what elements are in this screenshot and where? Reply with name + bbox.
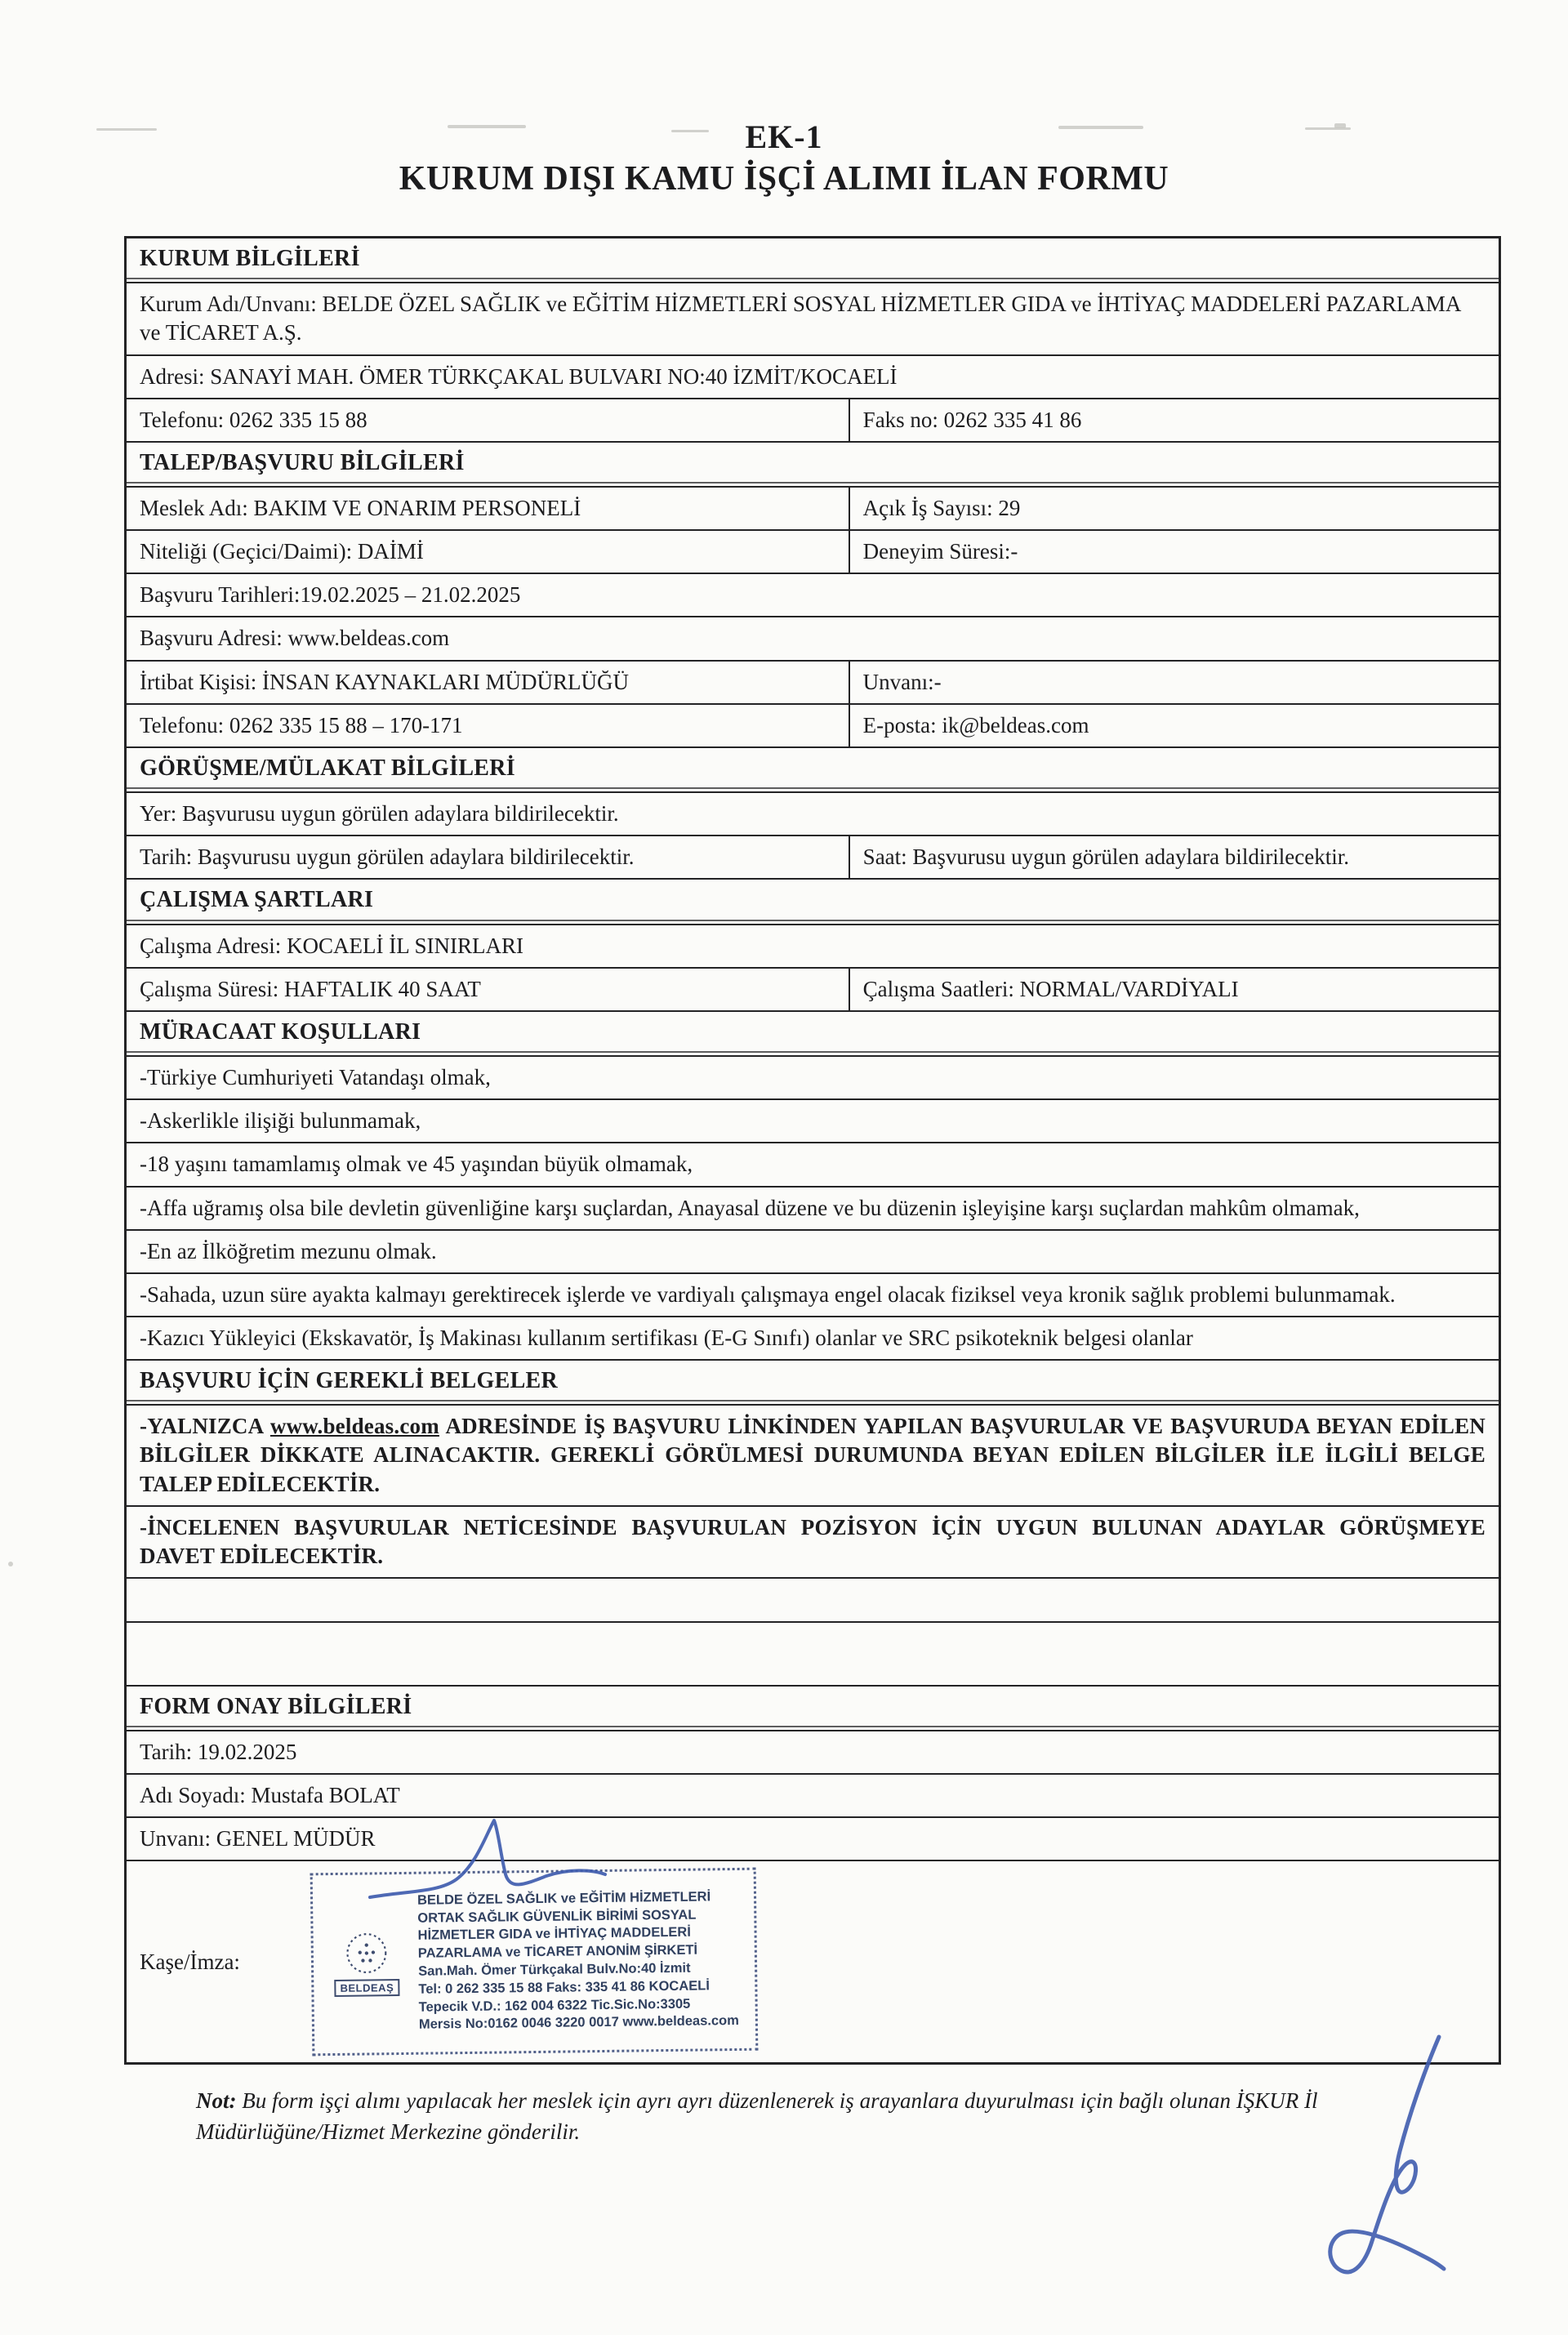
- row-kurum-adi: [127, 282, 1499, 354]
- row-muracaat-item-7: [127, 1316, 1499, 1359]
- row-telefon-faks: [127, 398, 1499, 441]
- footer-note: [196, 2086, 1362, 2148]
- stamp-line: Tepecik V.D.: 162 004 6322 Tic.Sic.No:3305: [418, 1996, 691, 2015]
- footer-note-label: Not:: [196, 2088, 237, 2114]
- field-unvani: Unvanı:-: [849, 662, 1499, 703]
- field-belge-2: -İNCELENEN BAŞVURULAR NETİCESİNDE BAŞVURULAN POZİSYON İÇİN UYGUN BULUNAN ADAYLAR GÖRÜŞMEYE DAVET EDİLECEKTİR.: [140, 1514, 1486, 1568]
- muracaat-item: -Türkiye Cumhuriyeti Vatandaşı olmak,: [140, 1065, 491, 1090]
- row-basvuru-adresi: [127, 616, 1499, 659]
- stamp-line: ORTAK SAĞLIK GÜVENLİK BİRİMİ SOSYAL: [417, 1907, 697, 1926]
- section-header-calisma-sartlari: [127, 878, 1499, 923]
- field-onay-unvani: Unvanı: GENEL MÜDÜR: [140, 1826, 376, 1852]
- section-title-gerekli-belgeler: BAŞVURU İÇİN GEREKLİ BELGELER: [140, 1367, 559, 1393]
- section-header-gorusme-mulakat: [127, 746, 1499, 791]
- row-muracaat-item-3: [127, 1142, 1499, 1185]
- section-title-gorusme-mulakat: GÖRÜŞME/MÜLAKAT BİLGİLERİ: [140, 755, 515, 781]
- stamp-line: PAZARLAMA ve TİCARET ANONİM ŞİRKETİ: [417, 1943, 698, 1962]
- section-header-form-onay: [127, 1685, 1499, 1730]
- row-adresi: [127, 354, 1499, 398]
- form-tag: EK-1: [745, 118, 823, 155]
- row-irtibat-kisisi: [127, 660, 1499, 703]
- field-yer: Yer: Başvurusu uygun görülen adaylara bildirilecektir.: [140, 801, 619, 827]
- section-title-talep-basvuru: TALEP/BAŞVURU BİLGİLERİ: [140, 449, 465, 475]
- row-muracaat-item-4: [127, 1186, 1499, 1229]
- section-header-talep-basvuru: [127, 441, 1499, 486]
- stamp-emblem-icon: [345, 1932, 390, 1976]
- row-empty-2: [127, 1621, 1499, 1685]
- section-title-form-onay: FORM ONAY BİLGİLERİ: [140, 1693, 412, 1719]
- stamp-text-block: [417, 1888, 747, 2034]
- row-calisma-suresi-saatleri: [127, 967, 1499, 1010]
- row-niteligi: [127, 529, 1499, 573]
- field-eposta: E-posta: ik@beldeas.com: [849, 705, 1499, 746]
- footer-note-text: Bu form işçi alımı yapılacak her meslek için ayrı ayrı düzenlenerek iş arayanlara duyurulması için bağlı olunan İŞKUR İl Müdürlüğüne/Hizmet Merkezine gönderilir.: [196, 2088, 1318, 2145]
- stamp-line: HİZMETLER GIDA ve İHTİYAÇ MADDELERİ: [417, 1925, 691, 1944]
- field-kurum-adi: Kurum Adı/Unvanı: BELDE ÖZEL SAĞLIK ve EĞİTİM HİZMETLERİ SOSYAL HİZMETLER GIDA ve İHTİYAÇ MADDELERİ PAZARLAMA ve TİCARET A.Ş.: [140, 292, 1460, 345]
- kase-imza-label: Kaşe/İmza:: [140, 1949, 240, 1974]
- row-telefonu-eposta: [127, 703, 1499, 746]
- field-belge-1: [127, 1406, 1499, 1504]
- row-muracaat-item-5: [127, 1229, 1499, 1272]
- section-header-gerekli-belgeler: [127, 1359, 1499, 1404]
- belge-1-suffix: ADRESİNDE İŞ BAŞVURU LİNKİNDEN YAPILAN BAŞVURULAR VE BAŞVURUDA BEYAN EDİLEN BİLGİLER DİKKATE ALINACAKTIR. GEREKLİ GÖRÜLMESİ DURUMUNDA BEYAN EDİLEN BİLGİLER İLE İLGİLİ BELGE TALEP EDİLECEKTİR.: [140, 1414, 1486, 1496]
- muracaat-item: -En az İlköğretim mezunu olmak.: [140, 1238, 437, 1263]
- row-belge-2: [127, 1505, 1499, 1577]
- section-title-kurum-bilgileri: KURUM BİLGİLERİ: [140, 246, 360, 271]
- muracaat-item: -Kazıcı Yükleyici (Ekskavatör, İş Makinası kullanım sertifikası (E-G Sınıfı) olanlar ve SRC psikoteknik belgesi olanlar: [140, 1325, 1193, 1350]
- row-yer: [127, 791, 1499, 835]
- field-telefonu: Telefonu: 0262 335 15 88: [140, 407, 368, 432]
- belge-1-prefix: -YALNIZCA: [140, 1414, 270, 1439]
- company-stamp: [310, 1868, 759, 2056]
- field-calisma-adresi: Çalışma Adresi: KOCAELİ İL SINIRLARI: [140, 933, 523, 958]
- muracaat-item: -Askerlikle ilişiği bulunmamak,: [140, 1108, 421, 1134]
- field-basvuru-tarihleri: Başvuru Tarihleri:19.02.2025 – 21.02.2025: [140, 582, 521, 608]
- field-deneyim-suresi: Deneyim Süresi:-: [849, 531, 1499, 573]
- row-belge-1: [127, 1404, 1499, 1504]
- section-title-calisma-sartlari: ÇALIŞMA ŞARTLARI: [140, 887, 374, 913]
- row-muracaat-item-1: [127, 1055, 1499, 1098]
- stamp-logo-text: BELDEAŞ: [334, 1979, 399, 1997]
- beldeas-url-text: www.beldeas.com: [270, 1414, 439, 1439]
- row-empty-1: [127, 1577, 1499, 1621]
- row-meslek-adi: [127, 486, 1499, 529]
- section-header-muracaat-kosullari: [127, 1010, 1499, 1055]
- field-adi-soyadi: Adı Soyadı: Mustafa BOLAT: [140, 1783, 400, 1808]
- form-table: [124, 236, 1501, 2065]
- row-onay-tarih: [127, 1730, 1499, 1773]
- row-muracaat-item-6: [127, 1272, 1499, 1316]
- page-title: KURUM DIŞI KAMU İŞÇİ ALIMI İLAN FORMU: [399, 160, 1169, 198]
- row-onay-unvani: [127, 1816, 1499, 1860]
- stamp-line: Tel: 0 262 335 15 88 Faks: 335 41 86 KOCAELİ: [418, 1978, 710, 1997]
- field-niteligi: Niteliği (Geçici/Daimi): DAİMİ: [140, 539, 424, 564]
- field-acik-is-sayisi: Açık İş Sayısı: 29: [849, 488, 1499, 529]
- field-telefonu-2: Telefonu: 0262 335 15 88 – 170-171: [140, 712, 463, 737]
- row-tarih-saat: [127, 835, 1499, 878]
- section-header-kurum-bilgileri: [127, 238, 1499, 282]
- section-title-muracaat-kosullari: MÜRACAAT KOŞULLARI: [140, 1018, 421, 1045]
- field-basvuru-adresi: Başvuru Adresi: www.beldeas.com: [140, 626, 450, 651]
- field-faks-no: Faks no: 0262 335 41 86: [849, 399, 1499, 441]
- scanned-form-page: [0, 118, 1568, 2335]
- field-saat: Saat: Başvurusu uygun görülen adaylara bildirilecektir.: [849, 836, 1499, 878]
- field-adresi: Adresi: SANAYİ MAH. ÖMER TÜRKÇAKAL BULVARI NO:40 İZMİT/KOCAELİ: [140, 363, 898, 389]
- row-basvuru-tarihleri: [127, 573, 1499, 616]
- field-irtibat-kisisi: İrtibat Kişisi: İNSAN KAYNAKLARI MÜDÜRLÜĞÜ: [140, 669, 629, 694]
- field-tarih: Tarih: Başvurusu uygun görülen adaylara bildirilecektir.: [140, 844, 635, 870]
- stamp-line: Mersis No:0162 0046 3220 0017 www.beldeas.com: [418, 2013, 739, 2033]
- stamp-line: BELDE ÖZEL SAĞLIK ve EĞİTİM HİZMETLERİ: [416, 1889, 711, 1909]
- row-muracaat-item-2: [127, 1098, 1499, 1142]
- muracaat-item: -18 yaşını tamamlamış olmak ve 45 yaşından büyük olmamak,: [140, 1152, 693, 1177]
- signature-icon: [1303, 2027, 1459, 2297]
- field-onay-tarih: Tarih: 19.02.2025: [140, 1740, 297, 1765]
- row-kase-imza: [127, 1860, 1499, 2062]
- row-adi-soyadi: [127, 1773, 1499, 1816]
- stamp-line: San.Mah. Ömer Türkçakal Bulv.No:40 İzmit: [418, 1961, 691, 1980]
- stamp-logo: [323, 1931, 411, 1997]
- field-calisma-saatleri: Çalışma Saatleri: NORMAL/VARDİYALI: [849, 969, 1499, 1010]
- muracaat-item: -Sahada, uzun süre ayakta kalmayı gerektirecek işlerde ve vardiyalı çalışmaya engel olacak fiziksel veya kronik sağlık problemi bulunmamak.: [140, 1281, 1396, 1307]
- field-calisma-suresi: Çalışma Süresi: HAFTALIK 40 SAAT: [140, 976, 481, 1001]
- row-calisma-adresi: [127, 924, 1499, 967]
- field-meslek-adi: Meslek Adı: BAKIM VE ONARIM PERSONELİ: [140, 496, 581, 521]
- muracaat-item: -Affa uğramış olsa bile devletin güvenliğine karşı suçlardan, Anayasal düzene ve bu düzenin işleyişine karşı suçlardan mahkûm olmamak,: [140, 1195, 1360, 1220]
